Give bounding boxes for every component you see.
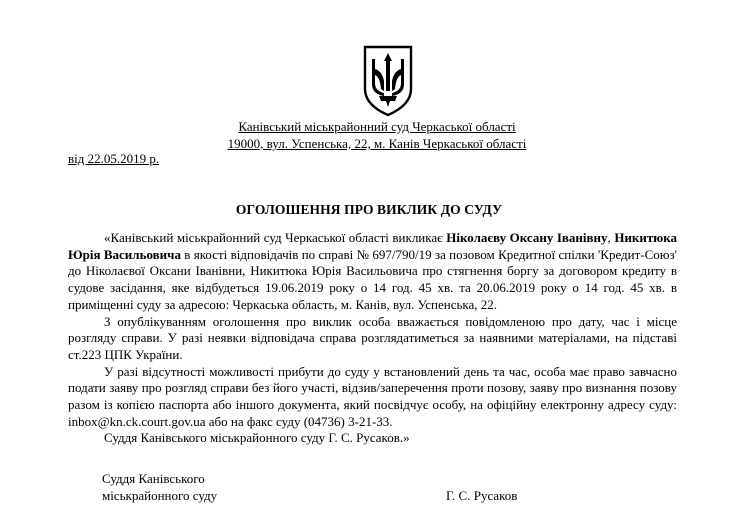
signature-title-line2: міськрайонного суду (102, 488, 218, 503)
document-date: від 22.05.2019 р. (68, 151, 160, 166)
announcement-body (68, 230, 677, 447)
paragraph-summons: «Канівський міськрайонний суд Черкаської області викликає Ніколаєву Оксану Іванівну, Никитюка Юрія Васильовича в якості відповідачів по справі № 697/790/19 за позовом Кредитної спілки 'Кредит-Союз' до Ніколаєвої Оксани Іванівни, Никитюка Юрія Васильовича про стягнення боргу за договором кредиту в судове засідання, яке відбудеться 19.06.2019 року о 14 год. 45 хв. та 20.06.2019 року о 14 год. 45 хв. в приміщенні суду за адресою: Черкаська область, м. Канів, вул. Успенська, 22. (68, 230, 678, 312)
announcement-title: ОГОЛОШЕННЯ ПРО ВИКЛИК ДО СУДУ (235, 202, 503, 217)
ukraine-trident-emblem-icon (362, 45, 414, 117)
signature-title-line1: Суддя Канівського (102, 471, 205, 486)
signature-name: Г. С. Русаков (446, 488, 518, 503)
defendant-name-2: Никитюка Юрія Васильовича (68, 230, 678, 262)
paragraph-absence: У разі відсутності можливості прибути до суду у встановлений день та час, особа має право завчасно подати заяву про розгляд справи без його участі, відзив/заперечення проти позову, заяву про визнання позову разом із копією паспорта або іншого документа, який посвідчує особу, на офіційну електронну адресу суду: inbox@kn.ck.court.gov.ua або на факс суду (04736) 3-21-33. (68, 363, 677, 429)
paragraph-judge: Суддя Канівського міськрайонного суду Г. С. Русаков.» (104, 430, 410, 446)
court-name-line: Канівський міськрайонний суд Черкаської області (238, 119, 516, 134)
court-address-line: 19000, вул. Успенська, 22, м. Канів Черкаської області (227, 136, 527, 151)
defendant-name-1: Ніколаєву Оксану Іванівну (446, 230, 608, 245)
paragraph-notification: З опублікуванням оголошення про виклик особа вважається повідомленою про дату, час і місце розгляду справи. У разі неявки відповідача справа розглядатиметься за наявними матеріалами, на підставі ст.223 ЦПК України. (68, 313, 677, 362)
